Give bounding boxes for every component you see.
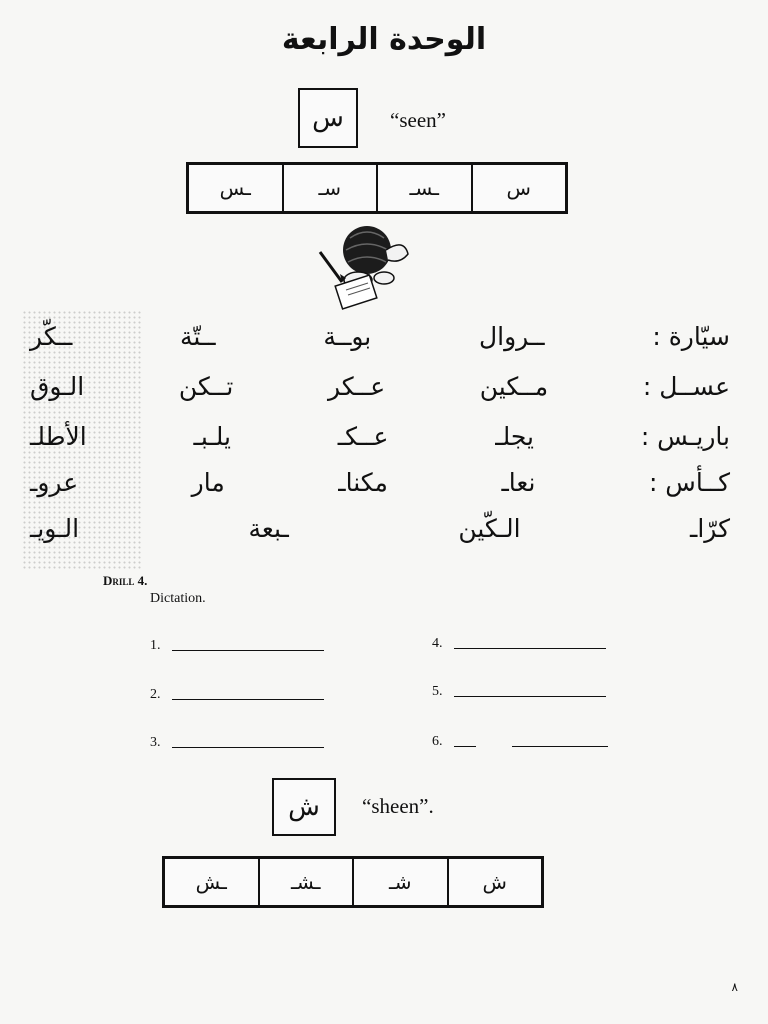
practice-row-3: [30, 422, 730, 451]
row2-word1: عســل :: [642, 372, 730, 401]
row4-word2: نعاـ: [501, 468, 536, 497]
seen-form-medial: سـ: [282, 165, 377, 211]
row2-word2: مــكين: [479, 372, 549, 401]
seen-letter-box: [298, 88, 358, 148]
sheen-forms-table: [162, 856, 544, 908]
dictation-number-6: 6.: [432, 734, 443, 749]
row3-word3: عــكـ: [337, 422, 389, 451]
row2-word4: تــكن: [178, 372, 234, 401]
dictation-number-3: 3.: [150, 735, 161, 750]
row5-word3: ـبعة: [248, 514, 289, 543]
row3-word2: يجلـ: [495, 422, 534, 451]
row2-word5: الـوق: [30, 372, 85, 401]
dictation-number-4: 4.: [432, 636, 443, 651]
unit-title: الوحدة الرابعة: [281, 22, 487, 57]
answer-line-5: [454, 695, 606, 697]
row1-word2: ــروال: [479, 322, 545, 351]
dictation-number-1: 1.: [150, 638, 161, 653]
answer-line-6b: [512, 745, 608, 747]
row3-word4: يلـبـ: [193, 422, 231, 451]
practice-row-1: [30, 322, 730, 351]
row1-word3: بوــة: [323, 322, 372, 351]
practice-row-4: [30, 468, 730, 497]
row3-word5: الأطلـ: [30, 422, 87, 451]
dictation-line-6: [432, 734, 608, 750]
seen-form-isolated: س: [471, 165, 566, 211]
row4-word1: كــأس :: [648, 468, 730, 497]
row4-word5: عروـ: [30, 468, 79, 497]
answer-line-3: [172, 746, 324, 748]
practice-row-2: [30, 372, 730, 401]
seen-form-initial: ـسـ: [376, 165, 471, 211]
dictation-line-3: [150, 735, 324, 751]
row3-word1: باريـس :: [640, 422, 730, 451]
dictation-number-2: 2.: [150, 687, 161, 702]
practice-row-5: [30, 514, 730, 543]
seen-form-final: ـس: [219, 176, 251, 200]
dictation-number-5: 5.: [432, 684, 443, 699]
row2-word3: عــكر: [327, 372, 386, 401]
dictation-line-4: [432, 636, 606, 652]
sheen-letter-name: “sheen”.: [362, 794, 434, 818]
row1-word1: سيّارة :: [652, 322, 730, 351]
row5-word1: كرّاـ: [690, 514, 730, 543]
row5-word2: الـكّين: [458, 514, 521, 543]
row5-word4: الـويـ: [30, 514, 80, 543]
sheen-letter-box: [272, 778, 336, 836]
row4-word3: مكناـ: [338, 468, 388, 497]
row4-word4: مار: [191, 468, 225, 497]
answer-line-2: [172, 698, 324, 700]
writing-character-illustration: [312, 220, 422, 312]
dictation-line-2: [150, 687, 324, 703]
drill-label: Drill 4.: [103, 573, 148, 588]
sheen-form-isolated: ش: [447, 859, 542, 905]
seen-forms-table: [186, 162, 568, 214]
row1-word4: ــتّة: [180, 322, 216, 351]
seen-letter: س: [312, 103, 344, 133]
dictation-line-5: [432, 684, 606, 700]
sheen-form-final: ـش: [195, 870, 227, 894]
dictation-line-1: [150, 638, 324, 654]
seen-letter-name: “seen”: [390, 108, 446, 132]
dictation-instruction: Dictation.: [150, 591, 206, 606]
answer-line-6a: [454, 745, 476, 747]
row1-word5: ــكّر: [30, 322, 73, 351]
sheen-letter: ش: [288, 792, 320, 822]
page-number: ٨: [731, 980, 738, 994]
answer-line-1: [172, 649, 324, 651]
answer-line-4: [454, 647, 606, 649]
sheen-form-medial: ـشـ: [258, 859, 353, 905]
sheen-form-initial: شـ: [352, 859, 447, 905]
